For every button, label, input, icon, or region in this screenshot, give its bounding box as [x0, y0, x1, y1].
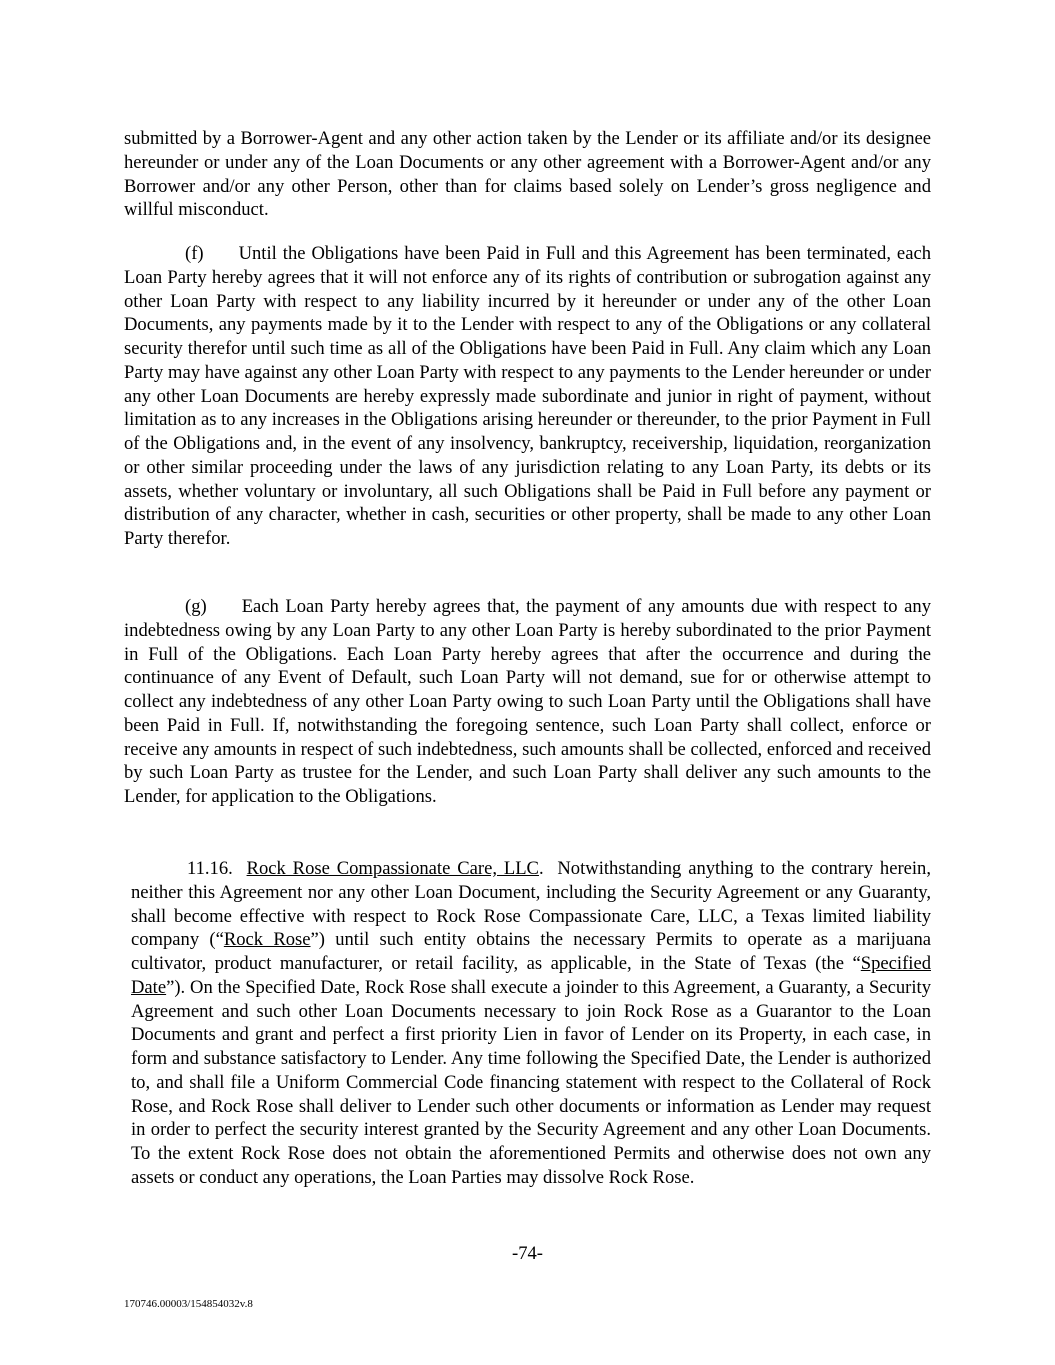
defined-term-rock-rose: Rock Rose — [223, 929, 311, 951]
paragraph-g-text: Each Loan Party hereby agrees that, the payment of any amounts due with respect to any indebtedness owing by any Loan Party to any other Loan Party is hereby subordinated to the prior Payment in Full of the Obligations. Each Loan Party hereby agrees that after the occurrence and during the continuance of any Event of Default, such Loan Party will not demand, sue for or otherwise attempt to collect any indebtedness of any other Loan Party owing to such Loan Party until the Obligations shall have been Paid in Full. If, notwithstanding the foregoing sentence, such Loan Party shall collect, enforce or receive any amounts in respect of such indebtedness, such amounts shall be collected, enforced and received by such Loan Party as trustee for the Lender, and such Loan Party shall deliver any such amounts to the Lender, for application to the Obligations. — [124, 596, 931, 807]
section-11-16-paragraph — [131, 857, 931, 1190]
paragraph-g-label: (g) — [185, 596, 207, 617]
section-number: 11.16. — [187, 858, 233, 879]
page-number: -74- — [512, 1243, 543, 1264]
document-id: 170746.00003/154854032v.8 — [124, 1298, 253, 1310]
section-text-2: ”) until such entity obtains the necessary Permits to operate as a marijuana cultivator, product manufacturer, or retail facility, as applicable, in the State of Texas (the “ — [131, 929, 932, 974]
paragraph-f-text: Until the Obligations have been Paid in Full and this Agreement has been terminated, each Loan Party hereby agrees that it will not enforce any of its rights of contribution or subrogation against any other Loan Party with respect to any liability incurred by it hereunder or under any of the other Loan Documents, any payments made by it to the Lender with respect to any of the Obligations or any collateral security therefor until such time as all of the Obligations have been Paid in Full. Any claim which any Loan Party may have against any other Loan Party with respect to any payments to the Lender hereunder or under any other Loan Documents are hereby expressly made subordinate and junior in right of payment, without limitation as to any increases in the Obligations arising hereunder or thereunder, to the prior Payment in Full of the Obligations and, in the event of any insolvency, bankruptcy, receivership, liquidation, reorganization or other similar proceeding under the laws of any jurisdiction relating to any Loan Party, its debts or its assets, whether voluntary or involuntary, all such Obligations shall be Paid in Full before any payment or distribution of any character, whether in cash, securities or other property, shall be made to any other Loan Party therefor. — [124, 243, 931, 549]
paragraph-f — [124, 242, 931, 551]
continuation-paragraph — [124, 127, 931, 222]
section-heading: Rock Rose Compassionate Care, LLC — [246, 858, 539, 879]
section-text-3: ”). On the Specified Date, Rock Rose shall execute a joinder to this Agreement, a Guaranty, a Security Agreement and such other Loan Documents necessary to join Rock Rose as a Guarantor to the Loan Documents and grant and perfect a first priority Lien in favor of Lender on its Property, in each case, in form and substance satisfactory to Lender. Any time following the Specified Date, the Lender is authorized to, and shall file a Uniform Commercial Code financing statement with respect to the Collateral of Rock Rose, and Rock Rose shall deliver to Lender such other documents or information as Lender may request in order to perfect the security interest granted by the Security Agreement and any other Loan Documents. To the extent Rock Rose does not obtain the aforementioned Permits and otherwise does not own any assets or conduct any operations, the Loan Parties may dissolve Rock Rose. — [131, 976, 931, 1188]
defined-term-specified-date: Specified Date — [131, 953, 931, 998]
paragraph-f-label: (f) — [185, 243, 204, 264]
section-heading-punct: . — [538, 858, 544, 879]
section-text-1: Notwithstanding anything to the contrary herein, neither this Agreement nor any other Loan Document, including the Security Agreement or any Guaranty, shall become effective with respect to Rock Rose Compassionate Care, LLC, a Texas limited liability company (“ — [131, 858, 932, 951]
continuation-text: submitted by a Borrower-Agent and any other action taken by the Lender or its affiliate and/or its designee hereunder or under any of the Loan Documents or any other agreement with a Borrower-Agent and/or any Borrower and/or any other Person, other than for claims based solely on Lender’s gross negligence and willful misconduct. — [124, 128, 931, 221]
paragraph-g — [124, 595, 931, 809]
